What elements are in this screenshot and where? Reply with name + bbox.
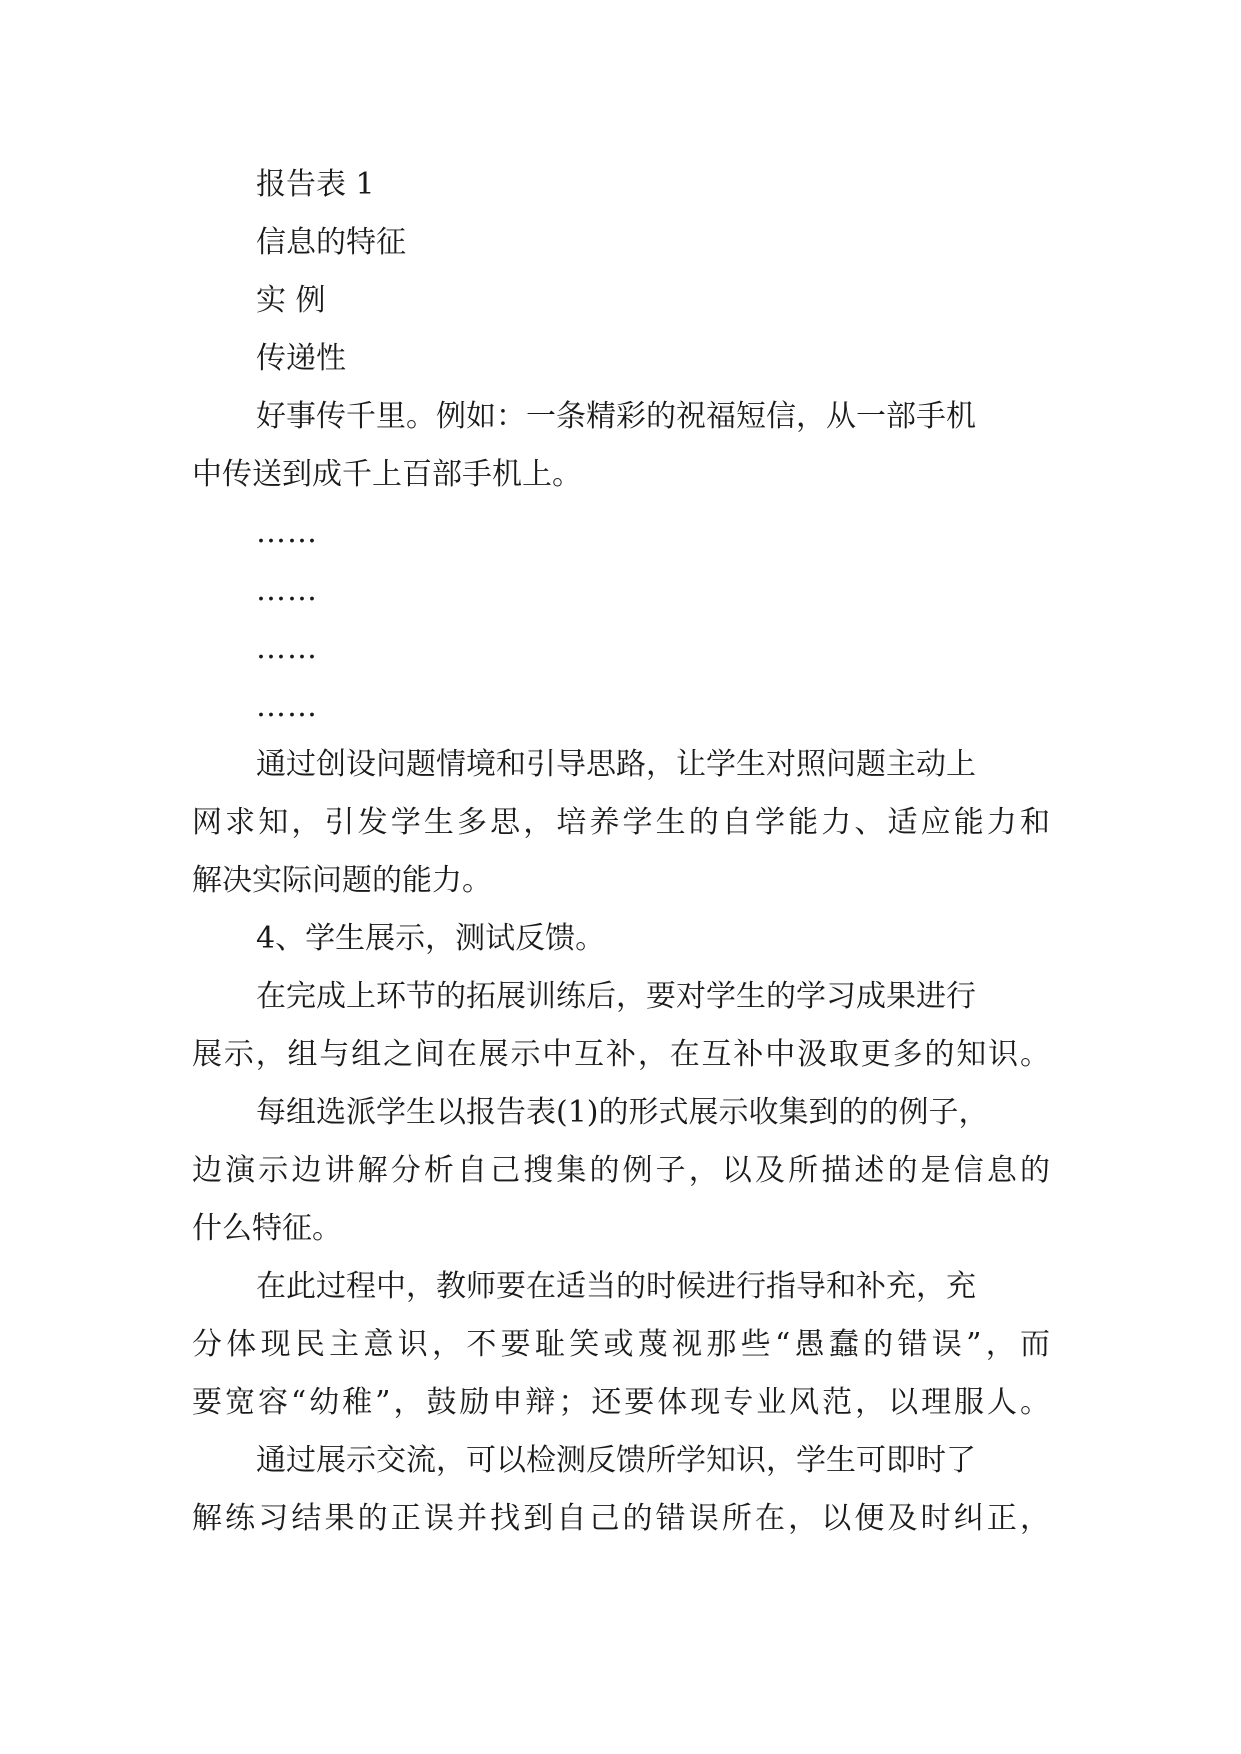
- paragraph-line: 什么特征。: [192, 1211, 342, 1246]
- ellipsis: ……: [256, 631, 318, 666]
- paragraph-line: 网求知，引发学生多思，培养学生的自学能力、适应能力和: [192, 805, 1050, 840]
- ellipsis: ……: [256, 573, 318, 608]
- paragraph-line: 要宽容“幼稚”，鼓励申辩；还要体现专业风范，以理服人。: [192, 1385, 1050, 1420]
- paragraph-line: 在此过程中，教师要在适当的时候进行指导和补充，充: [256, 1269, 976, 1304]
- paragraph-line: 分体现民主意识，不要耻笑或蔑视那些“愚蠢的错误”，而: [192, 1327, 1050, 1362]
- paragraph-line: 每组选派学生以报告表(1)的形式展示收集到的的例子，: [256, 1095, 989, 1130]
- paragraph-line: 解练习结果的正误并找到自己的错误所在，以便及时纠正，: [192, 1501, 1050, 1536]
- paragraph-line: 解决实际问题的能力。: [192, 863, 492, 898]
- table-cell-example-line: 好事传千里。例如：一条精彩的祝福短信，从一部手机: [256, 399, 976, 434]
- table-cell-example-line: 中传送到成千上百部手机上。: [192, 457, 582, 492]
- paragraph-line: 展示，组与组之间在展示中互补，在互补中汲取更多的知识。: [192, 1037, 1050, 1072]
- table-header-example: 实 例: [256, 283, 326, 318]
- table-cell-feature: 传递性: [256, 341, 346, 376]
- ellipsis: ……: [256, 515, 318, 550]
- paragraph-line: 通过创设问题情境和引导思路，让学生对照问题主动上: [256, 747, 976, 782]
- report-table-title: 报告表 1: [256, 167, 375, 202]
- ellipsis: ……: [256, 689, 318, 724]
- paragraph-line: 在完成上环节的拓展训练后，要对学生的学习成果进行: [256, 979, 976, 1014]
- paragraph-line: 边演示边讲解分析自己搜集的例子，以及所描述的是信息的: [192, 1153, 1050, 1188]
- paragraph-line: 通过展示交流，可以检测反馈所学知识，学生可即时了: [256, 1443, 976, 1478]
- table-header-feature: 信息的特征: [256, 225, 406, 260]
- section-heading: 4、学生展示，测试反馈。: [256, 921, 606, 956]
